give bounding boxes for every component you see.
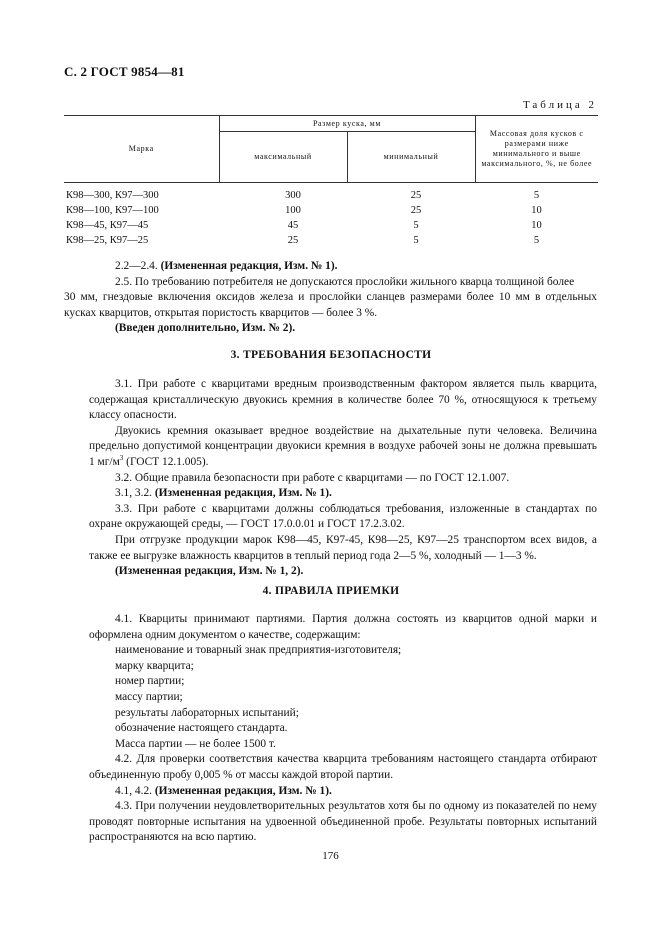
- list-item: номер партии;: [115, 675, 185, 688]
- section-title-safety: 3. ТРЕБОВАНИЯ БЕЗОПАСНОСТИ: [230, 349, 432, 361]
- list-item: массу партии;: [115, 690, 183, 703]
- amendment-note: (Измененная редакция, Изм. № 1).: [154, 487, 332, 500]
- table-header-mark: Марка: [64, 116, 219, 183]
- section-4-body: [89, 612, 597, 846]
- list-item: наименование и товарный знак предприятия-изготовителя;: [115, 644, 402, 657]
- paragraph-4-1: 4.1. Кварциты принимают партиями. Партия должна состоять из кварцитов одной марки и оформлена одним документом о качестве, содержащим:: [89, 613, 597, 641]
- clause-number: 3.1, 3.2.: [115, 487, 153, 500]
- paragraph-3-1-b: [89, 424, 597, 471]
- cell-max: 45: [287, 220, 299, 231]
- table-caption: Таблица 2: [522, 99, 597, 111]
- section-3-body: [89, 377, 597, 580]
- cell-fraction: 10: [531, 220, 542, 231]
- amendment-note: (Измененная редакция, Изм. № 1).: [160, 260, 338, 272]
- cell-mark: К98—100, К97—100: [66, 205, 159, 216]
- block-2: [64, 259, 597, 337]
- list-item: обозначение настоящего стандарта.: [115, 722, 288, 735]
- paragraph-4-2: 4.2. Для проверки соответствия качества кварцита требованиям настоящего стандарта отбирают объединенную пробу 0,005 % от массы каждой второй партии.: [89, 753, 597, 781]
- table-header-fraction: Массовая доля кусков с размерами ниже минимального и выше максимального, %, не более: [475, 116, 598, 183]
- table-header-min: минимальный: [347, 132, 475, 183]
- cell-min: 5: [413, 235, 419, 246]
- cell-max: 25: [287, 235, 299, 246]
- table-row: [64, 203, 598, 218]
- section-title-acceptance: 4. ПРАВИЛА ПРИЕМКИ: [262, 585, 400, 597]
- cell-fraction: 10: [531, 205, 542, 216]
- clause-number: 2.2—2.4.: [115, 260, 158, 272]
- table-header-size: Размер куска, мм: [219, 116, 475, 132]
- table-row: [64, 233, 598, 248]
- paragraph-text: Двуокись кремния оказывает вредное воздействие на дыхательные пути человека. Величина предельно допустимой концентрации двуокиси кремния в воздухе рабочей зоны не должна превышать 1 мг/м: [89, 424, 597, 468]
- paragraph-3-3: 3.3. При работе с кварцитами должны соблюдаться требования, изложенные в стандартах по охране окружающей среды, — ГОСТ 17.0.0.01 и ГОСТ 17.2.3.02.: [89, 502, 597, 531]
- list-item: результаты лабораторных испытаний;: [115, 706, 299, 719]
- cell-mark: К98—45, К97—45: [66, 220, 149, 231]
- table-row: [64, 218, 598, 233]
- cell-min: 25: [410, 190, 422, 201]
- superscript: 3: [119, 454, 124, 463]
- cell-mark: К98—300, К97—300: [66, 190, 159, 201]
- page-header: С. 2 ГОСТ 9854—81: [64, 64, 185, 79]
- paragraph-3-2: 3.2. Общие правила безопасности при работе с кварцитами — по ГОСТ 12.1.007.: [115, 471, 510, 484]
- paragraph-3-1: 3.1. При работе с кварцитами вредным производственным фактором является пыль кварцита, содержащая кристаллическую двуокись кремния в количестве более 70 %, относящуюся к третьему классу опасности.: [89, 378, 597, 422]
- paragraph-2-5-first-line: 2.5. По требованию потребителя не допускаются прослойки жильного кварца толщиной более: [115, 275, 575, 288]
- cell-min: 25: [410, 205, 422, 216]
- paragraph-2-5-continued: 30 мм, гнездовые включения оксидов железа и прослойки сланцев размерами более 10 мм в отдельных кусках кварцитов, открытая пористость кварцитов — более 3 %.: [64, 291, 597, 319]
- paragraph-2-2: [89, 259, 597, 275]
- paragraph-4-3: 4.3. При получении неудовлетворительных результатов хотя бы по одному из показателей по нему проводят повторные испытания на удвоенной объединенной пробе. Результаты повторных испытаний распространяются на всю партию.: [89, 800, 597, 844]
- paragraph-amendment: [89, 486, 597, 502]
- amendment-note: (Измененная редакция, Изм. № 1).: [154, 784, 332, 797]
- cell-max: 100: [285, 205, 301, 216]
- list-item: марку кварцита;: [115, 659, 194, 672]
- paragraph-text: (ГОСТ 12.1.005).: [123, 455, 209, 468]
- cell-fraction: 5: [533, 235, 540, 246]
- cell-max: 300: [285, 190, 301, 201]
- page-number: 176: [322, 850, 339, 862]
- amendment-note: (Измененная редакция, Изм. № 1, 2).: [115, 565, 304, 578]
- table-row: [64, 183, 598, 204]
- paragraph-mass: Масса партии — не более 1500 т.: [115, 737, 276, 750]
- clause-number: 4.1, 4.2.: [115, 784, 153, 797]
- paragraph-amendment: [89, 784, 597, 800]
- cell-min: 5: [413, 220, 419, 231]
- cell-fraction: 5: [533, 190, 540, 201]
- size-table: [64, 115, 598, 248]
- table-header-max: максимальный: [219, 132, 347, 183]
- paragraph-shipping: При отгрузке продукции марок К98—45, К97-45, К98—25, К97—25 транспортом всех видов, а также ее выгрузке влажность кварцитов в теплый период года 2—5 %, холодный — 1—3 %.: [89, 533, 597, 562]
- cell-mark: К98—25, К97—25: [66, 235, 149, 246]
- amendment-note: (Введен дополнительно, Изм. № 2).: [115, 322, 296, 335]
